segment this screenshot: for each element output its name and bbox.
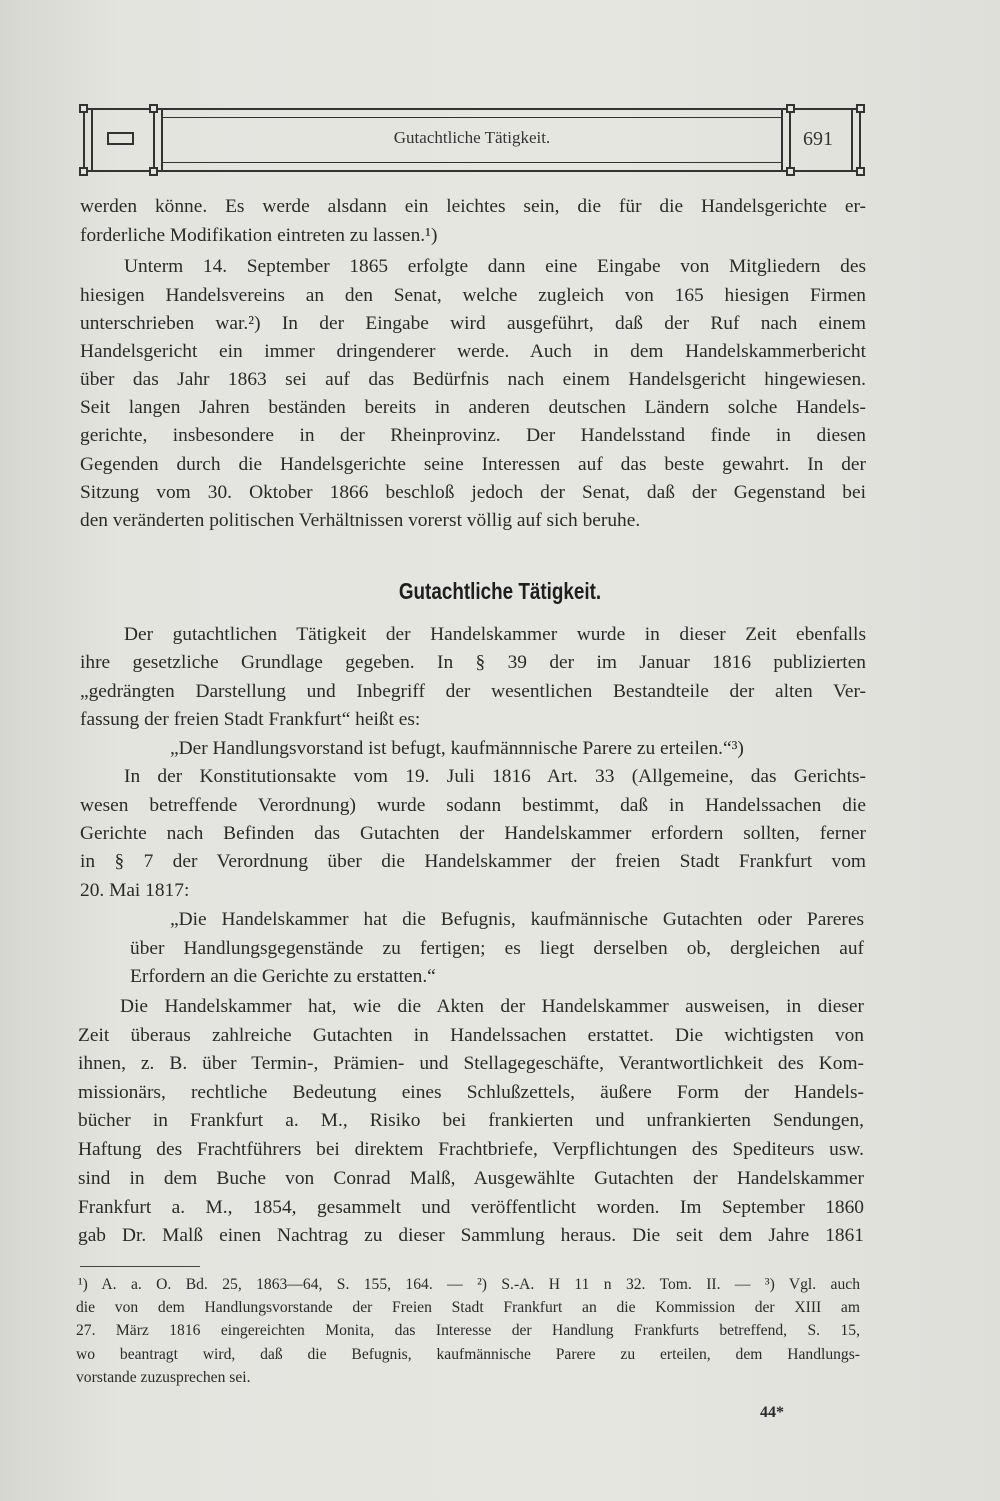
footnote-line: vorstande zuzusprechen sei. [76,1369,251,1386]
quote-line: über Handlungsgegenstände zu fertigen; es liegt derselben ob, dergleichen auf [130,938,864,959]
body-line: sind in dem Buche von Conrad Malß, Ausgewählte Gutachten der Handelskammer [78,1168,864,1189]
page-number: 691 [803,128,833,150]
body-line: ihre gesetzliche Grundlage gegeben. In § 39 der im Januar 1816 publizierten [80,652,866,673]
body-line: Frankfurt a. M., 1854, gesammelt und veröffentlicht worden. Im September 1860 [78,1197,864,1218]
footnote-line: 27. März 1816 eingereichten Monita, das Interesse der Handlung Frankfurts betreffend, S. 15, [76,1322,860,1339]
body-line: forderliche Modifikation eintreten zu lassen.¹) [80,225,438,246]
footnote-line: ¹) A. a. O. Bd. 25, 1863—64, S. 155, 164. — ²) S.-A. H 11 n 32. Tom. II. — ³) Vgl. auch [78,1276,860,1293]
body-line: Die Handelskammer hat, wie die Akten der Handelskammer ausweisen, in dieser [120,996,864,1017]
body-line: über das Jahr 1863 sei auf das Bedürfnis nach einem Handelsgericht hingewiesen. [80,369,866,390]
body-line: fassung der freien Stadt Frankfurt“ heißt es: [80,709,421,730]
body-line: Haftung des Frachtführers bei direktem Frachtbriefe, Verpflichtungen des Spediteurs usw. [78,1139,864,1160]
body-line: In der Konstitutionsakte vom 19. Juli 1816 Art. 33 (Allgemeine, das Gerichts- [124,766,866,787]
page-header [83,108,861,172]
footnote-line: die von dem Handlungsvorstande der Freien Stadt Frankfurt an die Kommission der XIII am [76,1299,860,1316]
body-line: unterschrieben war.²) In der Eingabe wird ausgeführt, daß der Ruf nach einem [80,313,866,334]
running-title: Gutachtliche Tätigkeit. [393,128,551,147]
signature-mark: 44* [760,1404,784,1421]
body-line: „gedrängten Darstellung und Inbegriff der wesentlichen Bestandteile der alten Ver- [80,681,866,702]
body-line: ihnen, z. B. über Termin-, Prämien- und Stellagegeschäfte, Verantwortlichkeit des Kom- [78,1053,864,1074]
body-line: missionärs, rechtliche Bedeutung eines Schlußzettels, äußere Form der Handels- [78,1082,864,1103]
body-line: gab Dr. Malß einen Nachtrag zu dieser Sammlung heraus. Die seit dem Jahre 1861 [78,1225,864,1246]
quote-line: Erfordern an die Gerichte zu erstatten.“ [130,966,436,987]
body-line: hiesigen Handelsvereins an den Senat, welche zugleich von 165 hiesigen Firmen [80,285,866,306]
body-line: Unterm 14. September 1865 erfolgte dann eine Eingabe von Mitgliedern des [124,256,866,277]
body-line: in § 7 der Verordnung über die Handelskammer der freien Stadt Frankfurt vom [80,851,866,872]
body-line: Gegenden durch die Handelsgerichte seine Interessen auf das beste gewahrt. In der [80,454,866,475]
body-line: Seit langen Jahren beständen bereits in anderen deutschen Ländern solche Handels- [80,397,866,418]
body-line: Der gutachtlichen Tätigkeit der Handelskammer wurde in dieser Zeit ebenfalls [124,624,866,645]
body-line: bücher in Frankfurt a. M., Risiko bei frankierten und unfrankierten Sendungen, [78,1110,864,1131]
body-line: 20. Mai 1817: [80,880,190,901]
quote-line: „Die Handelskammer hat die Befugnis, kaufmännische Gutachten oder Pareres [170,909,864,930]
body-line: Zeit überaus zahlreiche Gutachten in Handelssachen erstattet. Die wichtigsten von [78,1025,864,1046]
body-line: den veränderten politischen Verhältnissen vorerst völlig auf sich beruhe. [80,510,641,531]
body-line: werden könne. Es werde alsdann ein leichtes sein, die für die Handelsgerichte er- [80,196,866,217]
quote-line: „Der Handlungsvorstand ist befugt, kaufmännnische Parere zu erteilen.“³) [170,738,744,759]
body-line: Sitzung vom 30. Oktober 1866 beschloß jedoch der Senat, daß der Gegenstand bei [80,482,866,503]
header-ornament-icon [107,132,134,145]
section-heading: Gutachtliche Tätigkeit. [398,578,602,604]
body-line: Gerichte nach Befinden das Gutachten der Handelskammer erfordern sollten, ferner [80,823,866,844]
body-line: Handelsgericht ein immer dringenderer werde. Auch in dem Handelskammerbericht [80,341,866,362]
footnote-line: wo beantragt wird, daß die Befugnis, kaufmännische Parere zu erteilen, dem Handlungs- [76,1346,860,1363]
footnote-rule [80,1266,200,1267]
body-line: wesen betreffende Verordnung) wurde sodann bestimmt, daß in Handelssachen die [80,795,866,816]
body-line: gerichte, insbesondere in der Rheinprovinz. Der Handelsstand finde in diesen [80,425,866,446]
